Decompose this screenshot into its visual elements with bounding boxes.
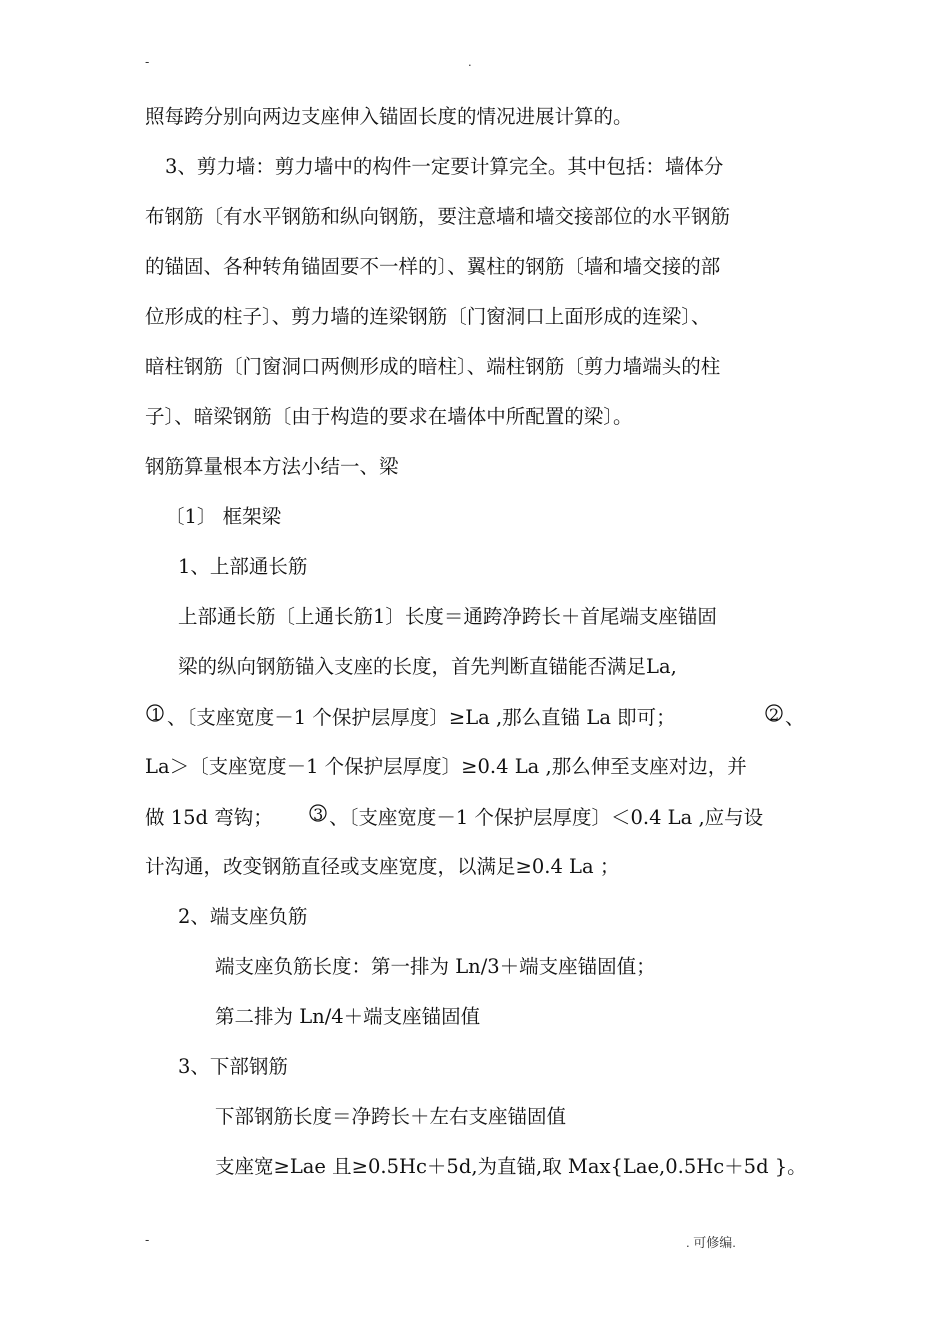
text-line-18: 端支座负筋长度：第一排为 Ln/3＋端支座锚固值； xyxy=(215,955,656,978)
header-right-mark: . xyxy=(468,54,472,69)
subsection-frame-beam: 〔1〕 框架梁 xyxy=(165,505,282,528)
text-line-13-tail: 2 、 xyxy=(763,704,805,731)
text-line-5: 位形成的柱子〕、剪力墙的连梁钢筋〔门窗洞口上面形成的连梁〕、 xyxy=(145,305,711,328)
item-bottom-bar: 3、下部钢筋 xyxy=(178,1055,288,1078)
text-line-2: 3、剪力墙：剪力墙中的构件一定要计算完全。其中包括：墙体分 xyxy=(165,155,724,178)
circled-number-3-icon: 3 xyxy=(307,804,329,826)
circled-number-1-icon: 1 xyxy=(145,704,167,726)
text-line-7: 子〕、暗梁钢筋〔由于构造的要求在墙体中所配置的梁〕。 xyxy=(145,405,633,428)
text-line-4: 的锚固、各种转角锚固要不一样的〕、翼柱的钢筋〔墙和墙交接的部 xyxy=(145,255,721,278)
item-end-support-negative-bar: 2、端支座负筋 xyxy=(178,905,308,928)
text-line-13: 1 、〔支座宽度－1 个保护层厚度〕≥La ,那么直锚 La 即可； xyxy=(145,704,676,731)
text-line-6: 暗柱钢筋〔门窗洞口两侧形成的暗柱〕、端柱钢筋〔剪力墙端头的柱 xyxy=(145,355,721,378)
text-line-12: 梁的纵向钢筋锚入支座的长度，首先判断直锚能否满足La, xyxy=(178,655,677,678)
text-line-19: 第二排为 Ln/4＋端支座锚固值 xyxy=(215,1005,481,1028)
text-line-21: 下部钢筋长度＝净跨长＋左右支座锚固值 xyxy=(215,1105,567,1128)
text-line-11: 上部通长筋〔上通长筋1〕长度＝通跨净跨长＋首尾端支座锚固 xyxy=(178,605,717,628)
section-heading-beam: 钢筋算量根本方法小结一、梁 xyxy=(145,455,399,478)
footer-left-mark: - xyxy=(145,1232,150,1247)
footer-editable-note: . 可修编. xyxy=(686,1235,736,1250)
text-line-22: 支座宽≥Lae 且≥0.5Hc＋5d,为直锚,取 Max{Lae,0.5Hc＋5d }。 xyxy=(215,1155,807,1178)
item-top-through-bar: 1、上部通长筋 xyxy=(178,555,308,578)
text-line-3: 布钢筋〔有水平钢筋和纵向钢筋，要注意墙和墙交接部位的水平钢筋 xyxy=(145,205,731,228)
text-line-16: 计沟通，改变钢筋直径或支座宽度，以满足≥0.4 La ； xyxy=(145,855,620,878)
text-line-14: La＞〔支座宽度－1 个保护层厚度〕≥0.4 La ,那么伸至支座对边，并 xyxy=(145,755,747,778)
text-line-1: 照每跨分别向两边支座伸入锚固长度的情况进展计算的。 xyxy=(145,105,633,128)
header-left-mark: - xyxy=(145,54,150,69)
circled-number-2-icon: 2 xyxy=(763,704,785,726)
text-line-15: 做 15d 弯钩； 3 、〔支座宽度－1 个保护层厚度〕＜0.4 La ,应与设 xyxy=(145,805,764,829)
